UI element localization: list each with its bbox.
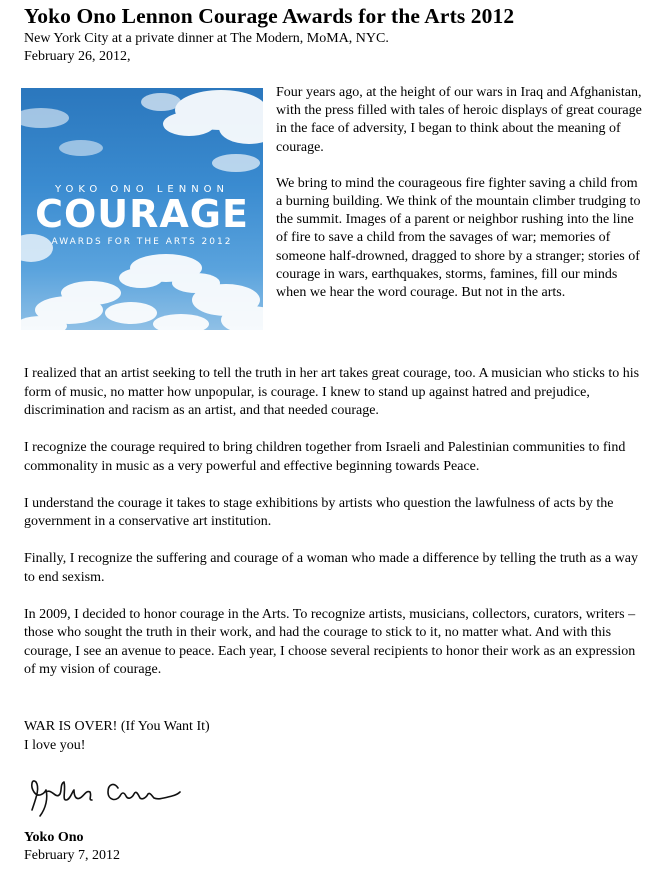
event-location: New York City at a private dinner at The Modern, MoMA, NYC. bbox=[24, 31, 389, 46]
body-text bbox=[24, 365, 644, 698]
handwritten-signature bbox=[26, 770, 186, 820]
body-paragraph: Finally, I recognize the suffering and courage of a woman who made a difference by telling the truth as a way to end sexism. bbox=[24, 551, 638, 585]
closing-line-2: I love you! bbox=[24, 737, 86, 753]
body-paragraph: I understand the courage it takes to stage exhibitions by artists who question the lawfulness of acts by the government in a conservative art institution. bbox=[24, 495, 614, 529]
banner-line-1: YOKO ONO LENNON bbox=[54, 184, 230, 195]
event-date: February 26, 2012, bbox=[24, 49, 131, 64]
courage-awards-banner bbox=[21, 88, 263, 330]
closing-line-1: WAR IS OVER! (If You Want It) bbox=[24, 719, 210, 734]
signature-date: February 7, 2012 bbox=[24, 848, 121, 863]
signer-block bbox=[24, 829, 120, 865]
body-paragraph: I recognize the courage required to bring children together from Israeli and Palestinian communities to find commonality in music as a very powerful and effective beginning towards Peace. bbox=[24, 440, 626, 474]
banner-line-3: AWARDS FOR THE ARTS 2012 bbox=[51, 237, 233, 247]
document-title: Yoko Ono Lennon Courage Awards for the Arts 2012 bbox=[24, 4, 515, 28]
event-meta bbox=[24, 30, 389, 66]
side-column-text bbox=[276, 84, 644, 320]
body-paragraph: I realized that an artist seeking to tell the truth in her art takes great courage, too. A musician who sticks to his form of music, no matter how unpopular, is courage. I knew to stand up against hatred and prejudice, discrimination and racism as an artist, and that needed courage. bbox=[24, 366, 640, 418]
side-paragraph: We bring to mind the courageous fire fighter saving a child from a burning building. We think of the mountain climber trudging to the summit. Images of a parent or neighbor rushing into the line of fire to save a child from the savages of war; memories of someone half-drowned, dragged to shore by a stranger; stories of courage in wars, earthquakes, storms, famines, fill our minds when we hear the word courage. But not in the arts. bbox=[276, 175, 641, 301]
body-paragraph: In 2009, I decided to honor courage in the Arts. To recognize artists, musicians, collectors, curators, writers – those who sought the truth in their work, and had the courage to stick to it, no matter what. And with this courage, I see an avenue to peace. Each year, I choose several recipients to honor their work as an expression of my vision of courage. bbox=[24, 606, 636, 677]
side-paragraph: Four years ago, at the height of our wars in Iraq and Afghanistan, with the press filled with tales of heroic displays of great courage in the face of adversity, I began to think about the meaning of courage. bbox=[276, 85, 642, 155]
closing-lines bbox=[24, 718, 210, 755]
banner-line-2: COURAGE bbox=[35, 192, 249, 236]
signer-name: Yoko Ono bbox=[24, 830, 84, 845]
